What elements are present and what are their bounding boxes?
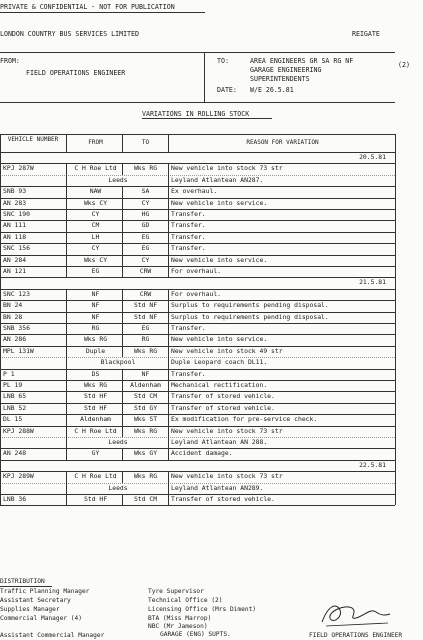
- row-from: Duple: [85, 346, 106, 355]
- column-rule: [66, 323, 67, 334]
- from-value: FIELD OPERATIONS ENGINEER: [26, 69, 126, 77]
- row-reason: New vehicle into service.: [171, 198, 268, 207]
- column-rule: [122, 220, 123, 231]
- row-reason: Ex modification for pre-service check.: [171, 415, 318, 424]
- column-rule: [66, 300, 67, 311]
- row-reason: New vehicle into stock 49 str: [171, 346, 283, 355]
- row-reason: Transfer.: [171, 221, 206, 230]
- column-rule: [122, 186, 123, 197]
- row-vehicle: AN 118: [3, 232, 27, 241]
- page-number: (2): [398, 61, 410, 69]
- row-from: Std HF: [83, 495, 108, 503]
- row-vehicle: BN 24: [3, 301, 23, 310]
- column-rule: [122, 163, 123, 174]
- table-row: [0, 448, 396, 459]
- column-rule: [168, 175, 169, 186]
- from-label: FROM:: [0, 57, 20, 65]
- distribution-right-4: BTA (Miss Marrop): [148, 615, 212, 622]
- row-from: NAW: [89, 187, 102, 196]
- distribution-left-2: Assistant Secretary: [0, 597, 71, 604]
- row-to: HG: [141, 210, 150, 218]
- table-row: [0, 414, 396, 425]
- date-value: W/E 26.5.81: [250, 86, 294, 94]
- column-rule: [66, 448, 67, 459]
- row-from: Aldenham: [80, 415, 111, 424]
- table-row: [0, 198, 396, 209]
- header-column-rule: [122, 134, 123, 152]
- column-rule: [168, 266, 169, 277]
- row-reason: New vehicle into stock 73 str: [171, 472, 283, 481]
- row-from: Wks CY: [83, 255, 108, 264]
- column-rule: [66, 403, 67, 414]
- row-vehicle: SNC 156: [3, 244, 30, 253]
- to-label: TO:: [217, 57, 229, 65]
- row-reason: For overhaul.: [171, 267, 222, 275]
- row-to: EG: [141, 324, 150, 332]
- col-from: FROM: [88, 139, 103, 146]
- row-reason: Transfer.: [171, 210, 206, 218]
- distribution-right-3: Licensing Office (Mrs Diment): [148, 606, 257, 613]
- column-rule: [122, 414, 123, 425]
- row-reason: Leyland Atlantean AN287.: [171, 175, 264, 184]
- column-rule: [122, 426, 123, 437]
- column-rule: [168, 334, 169, 345]
- distribution-left-3: Supplies Manager: [0, 606, 60, 613]
- column-rule: [122, 391, 123, 402]
- title-underline: [142, 118, 272, 119]
- row-vehicle: AN 248: [3, 449, 27, 458]
- column-rule: [122, 346, 123, 357]
- column-rule: [122, 403, 123, 414]
- column-rule: [66, 357, 67, 368]
- row-to: Std NF: [133, 312, 158, 321]
- column-rule: [168, 289, 169, 300]
- row-vehicle: AN 286: [3, 335, 27, 344]
- column-rule: [168, 198, 169, 209]
- column-rule: [66, 312, 67, 323]
- distribution-left-4: Commercial Manager (4): [0, 615, 82, 622]
- table-row: [0, 266, 396, 277]
- column-rule: [66, 209, 67, 220]
- row-vehicle: SNB 93: [3, 187, 27, 196]
- col-reason: REASON FOR VARIATION: [246, 139, 319, 146]
- distribution-left-1: Traffic Planning Manager: [0, 588, 90, 595]
- row-to: Std CM: [133, 495, 158, 503]
- column-rule: [168, 220, 169, 231]
- row-from: C H Roe Ltd: [74, 164, 117, 173]
- row-vehicle: DL 15: [3, 415, 23, 424]
- header-column-rule: [66, 134, 67, 152]
- row-from: LH: [91, 232, 100, 241]
- table-row: [0, 426, 396, 437]
- row-from: CM: [91, 221, 100, 230]
- row-from: NF: [91, 312, 100, 321]
- column-rule: [168, 380, 169, 391]
- table-row: [0, 255, 396, 266]
- row-reason: Surplus to requirements pending disposal.: [171, 312, 329, 321]
- row-from: Std HF: [83, 392, 108, 401]
- row-date: 22.5.81: [359, 460, 386, 469]
- column-rule: [168, 403, 169, 414]
- row-vehicle: KPJ 287W: [3, 164, 34, 173]
- column-rule: [168, 300, 169, 311]
- row-reason: For overhaul.: [171, 289, 222, 298]
- row-reason: Surplus to requirements pending disposal.: [171, 301, 329, 310]
- row-from: Wks RG: [83, 335, 108, 344]
- column-rule: [122, 312, 123, 323]
- row-to: Std CM: [133, 392, 158, 401]
- row-reason: Ex overhaul.: [171, 187, 218, 196]
- row-to: CY: [141, 255, 150, 264]
- column-rule: [168, 448, 169, 459]
- row-to: Wks ST: [133, 415, 158, 424]
- date-label: DATE:: [217, 86, 237, 94]
- column-rule: [66, 471, 67, 482]
- row-from: NF: [91, 289, 100, 298]
- column-rule: [66, 232, 67, 243]
- table-row: [0, 232, 396, 243]
- date-row: [0, 460, 396, 471]
- column-rule: [66, 346, 67, 357]
- row-reason: Mechanical rectification.: [171, 381, 268, 389]
- header-bottom-rule: [0, 102, 395, 103]
- distribution-right-2: Technical Office (2): [148, 597, 223, 604]
- to-line-3: SUPERINTENDENTS: [250, 75, 310, 83]
- row-vehicle: AN 283: [3, 198, 27, 207]
- table-row-continuation: [0, 357, 396, 368]
- row-from: GY: [91, 449, 100, 458]
- row-reason: New vehicle into stock 73 str: [171, 426, 283, 435]
- column-rule: [168, 391, 169, 402]
- table-row: [0, 403, 396, 414]
- row-vehicle: PL 19: [3, 381, 23, 389]
- row-to: EG: [141, 244, 150, 253]
- row-from: Wks CY: [83, 198, 108, 207]
- row-rule: [0, 505, 395, 506]
- row-to: Wks RG: [133, 426, 158, 435]
- column-rule: [122, 494, 123, 505]
- column-rule: [168, 426, 169, 437]
- row-reason: Accident damage.: [171, 449, 233, 458]
- table-row: [0, 289, 396, 300]
- column-rule: [122, 323, 123, 334]
- header-divider: [204, 52, 205, 102]
- row-from: RG: [91, 324, 100, 332]
- column-rule: [168, 414, 169, 425]
- row-vehicle: SNB 356: [3, 324, 30, 332]
- table-row: [0, 243, 396, 254]
- column-rule: [122, 334, 123, 345]
- row-to: Aldenham: [130, 381, 161, 389]
- row-reason: New vehicle into service.: [171, 255, 268, 264]
- row-reason: Leyland Atlantean AN289.: [171, 483, 264, 492]
- row-to: Std NF: [133, 301, 158, 310]
- row-reason: Duple Leopard coach DL11.: [171, 358, 268, 367]
- row-to: Std GY: [133, 403, 158, 412]
- row-vehicle: BN 28: [3, 312, 23, 321]
- row-from: Std HF: [83, 403, 108, 412]
- row-to: Wks RG: [133, 346, 158, 355]
- row-vehicle: SNC 190: [3, 210, 30, 218]
- row-from-place: Blackpool: [100, 358, 136, 367]
- to-line-2: GARAGE ENGINEERING: [250, 66, 322, 74]
- row-vehicle: MPL 131W: [3, 346, 34, 355]
- table-row: [0, 471, 396, 482]
- column-rule: [168, 357, 169, 368]
- column-rule: [122, 232, 123, 243]
- date-row: [0, 152, 396, 163]
- row-to: CRW: [139, 289, 152, 298]
- column-rule: [168, 243, 169, 254]
- row-to: EG: [141, 232, 150, 241]
- table-row: [0, 391, 396, 402]
- header-column-rule: [168, 134, 169, 152]
- column-rule: [66, 494, 67, 505]
- table-row: [0, 380, 396, 391]
- row-from-place: Leeds: [108, 175, 128, 184]
- column-rule: [168, 494, 169, 505]
- column-rule: [122, 300, 123, 311]
- table-row: [0, 334, 396, 345]
- column-rule: [66, 380, 67, 391]
- distribution-right-5: NBC (Mr Jameson): [148, 623, 208, 630]
- row-to: Wks GY: [133, 449, 158, 458]
- column-rule: [168, 323, 169, 334]
- row-vehicle: P 1: [3, 369, 15, 378]
- row-vehicle: LNB 52: [3, 403, 27, 412]
- row-reason: Leyland Atlantean AN 288.: [171, 438, 268, 446]
- column-rule: [122, 266, 123, 277]
- table-row: [0, 220, 396, 231]
- row-to: SA: [141, 187, 150, 196]
- row-to: Wks RG: [133, 164, 158, 173]
- table-row: [0, 300, 396, 311]
- row-reason: Transfer.: [171, 324, 206, 332]
- table-row: [0, 369, 396, 380]
- column-rule: [168, 255, 169, 266]
- column-rule: [66, 437, 67, 448]
- column-rule: [122, 198, 123, 209]
- table-header-row: [0, 134, 396, 152]
- column-rule: [66, 266, 67, 277]
- column-rule: [168, 437, 169, 448]
- table-row-continuation: [0, 437, 396, 448]
- column-rule: [66, 369, 67, 380]
- column-rule: [168, 471, 169, 482]
- column-rule: [168, 232, 169, 243]
- column-rule: [66, 186, 67, 197]
- distribution-left-6: Assistant Commercial Manager: [0, 632, 105, 639]
- column-rule: [66, 163, 67, 174]
- table-row-continuation: [0, 483, 396, 494]
- column-rule: [122, 209, 123, 220]
- table-row: [0, 186, 396, 197]
- col-vehicle: VEHICLE NUMBER: [7, 136, 59, 143]
- table-row: [0, 312, 396, 323]
- row-reason: New vehicle into stock 73 str: [171, 164, 283, 173]
- distribution-right-1: Tyre Supervisor: [148, 588, 204, 595]
- distribution-right-6: GARAGE (ENG) SUPTS.: [160, 631, 231, 638]
- column-rule: [168, 209, 169, 220]
- date-row: [0, 277, 396, 288]
- column-rule: [66, 483, 67, 494]
- column-rule: [66, 289, 67, 300]
- row-vehicle: LNB 65: [3, 392, 27, 401]
- table-row: [0, 163, 396, 174]
- row-reason: Transfer of stored vehicle.: [171, 392, 275, 401]
- document-title: VARIATIONS IN ROLLING STOCK: [142, 110, 250, 118]
- column-rule: [122, 243, 123, 254]
- column-rule: [66, 220, 67, 231]
- column-rule: [168, 186, 169, 197]
- row-vehicle: AN 121: [3, 267, 27, 275]
- row-reason: Transfer of stored vehicle.: [171, 495, 275, 503]
- distribution-heading: DISTRIBUTION: [0, 578, 45, 585]
- row-vehicle: KPJ 289W: [3, 472, 34, 481]
- column-rule: [66, 426, 67, 437]
- row-from-place: Leeds: [108, 483, 128, 492]
- signature-icon: [318, 596, 393, 632]
- confidential-line: PRIVATE & CONFIDENTIAL - NOT FOR PUBLICATION: [0, 3, 175, 11]
- table-row: [0, 209, 396, 220]
- row-from: EG: [91, 267, 100, 275]
- row-vehicle: AN 284: [3, 255, 27, 264]
- column-rule: [66, 175, 67, 186]
- table-border: [0, 134, 1, 505]
- column-rule: [168, 163, 169, 174]
- column-rule: [66, 198, 67, 209]
- confidential-underline: [0, 12, 205, 13]
- table-row: [0, 323, 396, 334]
- column-rule: [122, 369, 123, 380]
- row-reason: Transfer.: [171, 369, 206, 378]
- row-from: C H Roe Ltd: [74, 426, 117, 435]
- column-rule: [122, 471, 123, 482]
- row-from: DS: [91, 369, 100, 378]
- table-row: [0, 494, 396, 505]
- header-top-rule: [0, 52, 395, 53]
- column-rule: [168, 346, 169, 357]
- row-from: C H Roe Ltd: [74, 472, 117, 481]
- row-from: NF: [91, 301, 100, 310]
- col-to: TO: [141, 139, 150, 146]
- column-rule: [66, 414, 67, 425]
- row-to: NF: [141, 369, 150, 378]
- company-name: LONDON COUNTRY BUS SERVICES LIMITED: [0, 30, 139, 38]
- column-rule: [122, 448, 123, 459]
- row-reason: Transfer.: [171, 244, 206, 253]
- column-rule: [168, 312, 169, 323]
- row-vehicle: SNC 123: [3, 289, 30, 298]
- row-reason: Transfer.: [171, 232, 206, 241]
- table-border: [395, 134, 396, 505]
- table-row: [0, 346, 396, 357]
- row-date: 20.5.81: [359, 153, 386, 161]
- location: REIGATE: [352, 30, 380, 38]
- row-date: 21.5.81: [359, 278, 386, 287]
- column-rule: [66, 334, 67, 345]
- row-vehicle: LNB 36: [3, 495, 27, 503]
- row-to: CRW: [139, 267, 152, 275]
- column-rule: [122, 255, 123, 266]
- row-from: CY: [91, 244, 100, 253]
- column-rule: [168, 483, 169, 494]
- row-to: GD: [141, 221, 150, 230]
- row-reason: New vehicle into service.: [171, 335, 268, 344]
- column-rule: [122, 380, 123, 391]
- distribution-underline: [0, 586, 52, 587]
- row-from-place: Leeds: [108, 438, 128, 446]
- signature-title: FIELD OPERATIONS ENGINEER: [309, 632, 403, 639]
- column-rule: [66, 391, 67, 402]
- row-from: Wks RG: [83, 381, 108, 389]
- column-rule: [122, 289, 123, 300]
- column-rule: [66, 243, 67, 254]
- row-reason: Transfer of stored vehicle.: [171, 403, 275, 412]
- row-vehicle: KPJ 288W: [3, 426, 34, 435]
- row-to: CY: [141, 198, 150, 207]
- row-vehicle: AN 111: [3, 221, 27, 230]
- column-rule: [66, 255, 67, 266]
- to-line-1: AREA ENGINEERS GR SA RG NF: [250, 57, 354, 65]
- row-to: RG: [141, 335, 150, 344]
- row-from: CY: [91, 210, 100, 218]
- column-rule: [168, 369, 169, 380]
- row-to: Wks RG: [133, 472, 158, 481]
- table-row-continuation: [0, 175, 396, 186]
